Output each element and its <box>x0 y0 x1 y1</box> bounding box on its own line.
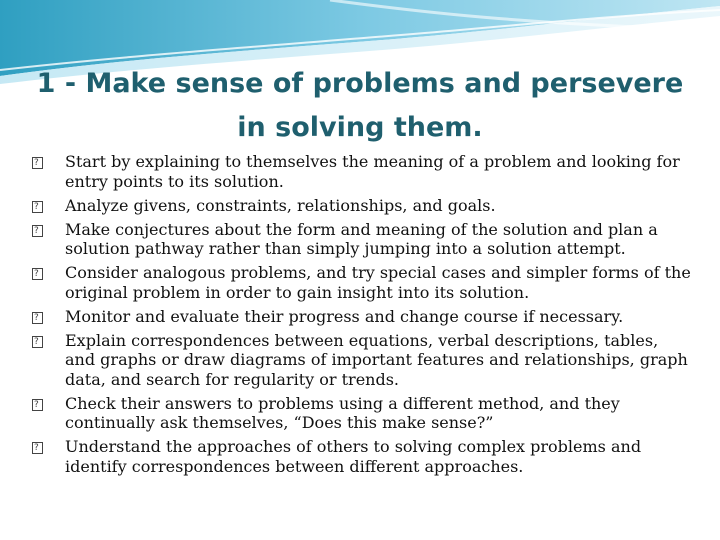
bullet-item <box>32 196 692 216</box>
missing-glyph-box-icon <box>32 268 43 280</box>
missing-glyph-box-icon <box>32 157 43 169</box>
bullet-item <box>32 307 692 327</box>
bullet-text: Understand the approaches of others to solving complex problems and identify correspondences between different approaches. <box>65 437 642 476</box>
bullet-text: Check their answers to problems using a different method, and they continually ask themselves, “Does this make sense?” <box>65 393 620 432</box>
bullet-text: Make conjectures about the form and meaning of the solution and plan a solution pathway rather than simply jumping into a solution attempt. <box>65 219 658 258</box>
bullet-item <box>32 331 692 390</box>
missing-glyph-box-icon <box>32 201 43 213</box>
missing-glyph-box-icon <box>32 336 43 348</box>
missing-glyph-box-icon <box>32 442 43 454</box>
bullet-item <box>32 152 692 191</box>
bullet-item <box>32 394 692 433</box>
missing-glyph-box-icon <box>32 312 43 324</box>
bullet-item <box>32 220 692 259</box>
bullet-text: Start by explaining to themselves the meaning of a problem and looking for entry points to its solution. <box>65 152 680 191</box>
title-line-1: 1 - Make sense of problems and persevere <box>36 68 684 99</box>
bullet-item <box>32 437 692 476</box>
bullet-text: Explain correspondences between equations, verbal descriptions, tables, and graphs or draw diagrams of important features and relationships, graph data, and search for regularity or trends. <box>65 330 688 389</box>
bullet-item <box>32 263 692 302</box>
missing-glyph-box-icon <box>32 225 43 237</box>
title-line-2: in solving them. <box>237 112 483 143</box>
missing-glyph-box-icon <box>32 399 43 411</box>
bullet-text: Monitor and evaluate their progress and change course if necessary. <box>65 306 624 326</box>
bullet-text: Consider analogous problems, and try special cases and simpler forms of the original problem in order to gain insight into its solution. <box>65 263 691 302</box>
slide-title <box>30 62 690 150</box>
bullet-list <box>32 152 692 481</box>
bullet-text: Analyze givens, constraints, relationships, and goals. <box>65 195 496 215</box>
